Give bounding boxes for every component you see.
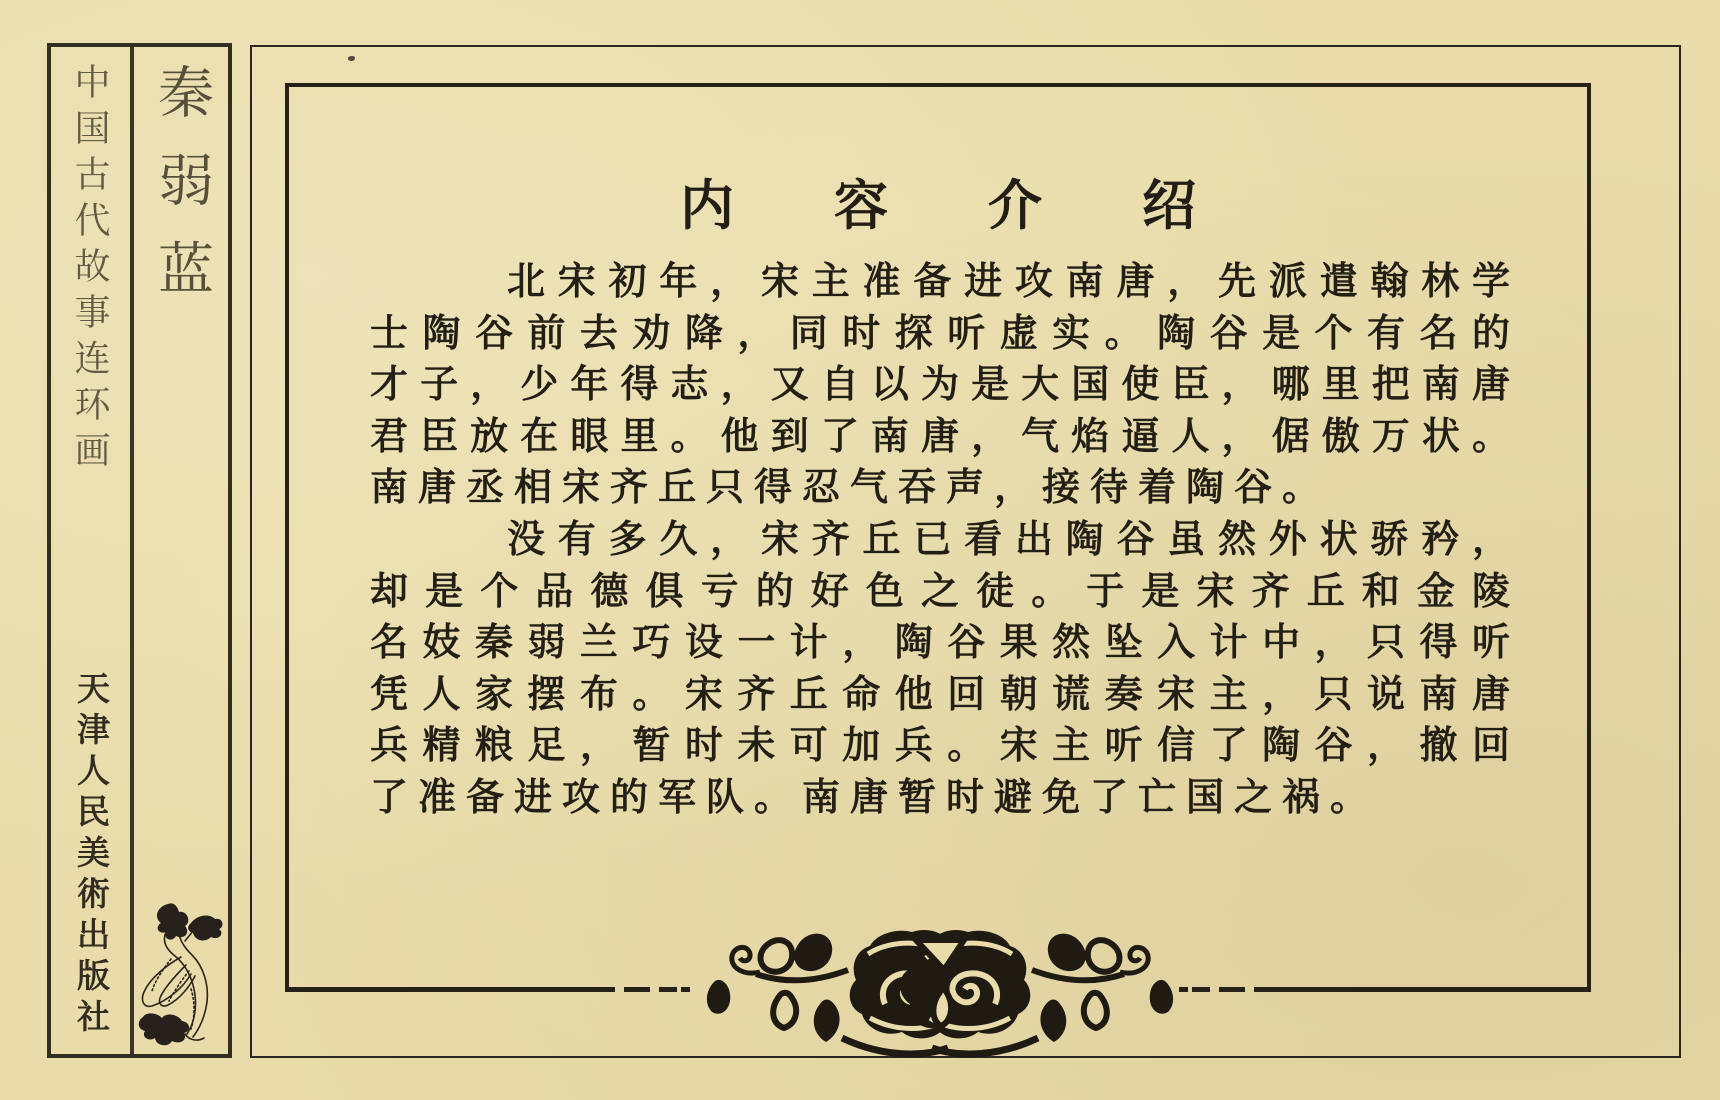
book-title: 秦弱蓝 xyxy=(150,63,212,327)
intro-text-line: 却是个品德俱亏的好色之徒。于是宋齐丘和金陵 xyxy=(370,570,1510,613)
intro-text-line: 凭人家摆布。宋齐丘命他回朝谎奏宋主，只说南唐 xyxy=(370,673,1510,716)
sidebar-box xyxy=(47,43,232,1058)
intro-paragraphs xyxy=(370,257,1510,825)
book-title-column xyxy=(134,63,228,327)
main-outer-frame xyxy=(250,45,1681,1058)
publisher-column xyxy=(51,671,130,1040)
rose-ornament xyxy=(700,920,1180,1060)
series-title: 中国古代故事连环画 xyxy=(70,63,110,477)
main-inner-frame xyxy=(285,83,1591,990)
intro-text-line: 士陶谷前去劝降，同时探听虚实。陶谷是个有名的 xyxy=(370,312,1510,355)
intro-text-line: 君臣放在眼里。他到了南唐，气焰逼人，倨傲万状。 xyxy=(370,415,1510,458)
intro-text-line: 兵精粮足，暂时未可加兵。宋主听信了陶谷，撤回 xyxy=(370,725,1510,768)
intro-text-line: 才子，少年得志，又自以为是大国使臣，哪里把南唐 xyxy=(370,364,1510,407)
intro-heading: 内容介绍 xyxy=(680,176,1296,236)
intro-text-line: 名妓秦弱兰巧设一计，陶谷果然坠入计中，只得听 xyxy=(370,622,1510,665)
inner-frame-bottom-line-left xyxy=(285,987,690,992)
inner-frame-bottom-line-right xyxy=(1179,987,1591,992)
lady-figure-illustration xyxy=(135,901,225,1049)
intro-text-line: 南唐丞相宋齐丘只得忍气吞声，接待着陶谷。 xyxy=(370,467,1331,510)
intro-text-line: 没有多久，宋齐丘已看出陶谷虽然外状骄矜， xyxy=(507,518,1510,561)
publisher-name: 天津人民美術出版社 xyxy=(72,671,108,1040)
intro-text-line: 了准备进攻的军队。南唐暂时避免了亡国之祸。 xyxy=(370,776,1379,819)
intro-text-line: 北宋初年，宋主准备进攻南唐，先派遣翰林学 xyxy=(507,261,1510,303)
series-title-column xyxy=(51,63,130,477)
